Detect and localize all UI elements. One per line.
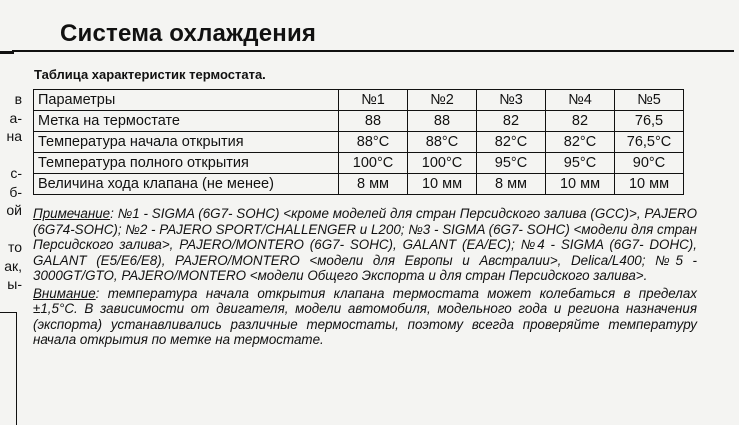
left-fragment: а- bbox=[9, 109, 22, 126]
left-fragment: б- bbox=[9, 183, 22, 200]
section-title: Система охлаждения bbox=[60, 20, 317, 47]
left-fragment bbox=[0, 146, 22, 165]
header-cell: №2 bbox=[408, 90, 477, 111]
note-label: Примечание bbox=[33, 206, 111, 221]
table-cell: Метка на термостате bbox=[34, 111, 339, 132]
header-cell: №3 bbox=[477, 90, 546, 111]
header-cell: №4 bbox=[546, 90, 615, 111]
table-cell: 10 мм bbox=[408, 174, 477, 195]
notes-block bbox=[33, 206, 697, 348]
left-fragment: в bbox=[14, 91, 22, 107]
table-cell: 76,5°С bbox=[615, 132, 684, 153]
table-cell: 88 bbox=[339, 111, 408, 132]
table-row bbox=[34, 111, 684, 132]
warning-label: Внимание bbox=[33, 285, 96, 301]
left-fragment bbox=[0, 220, 22, 239]
note-text: : №1 - SIGMA (6G7- SOHC) <кроме моделей для стран Персидского залива (GCC)>, PAJERO (6G74-SOHC); №2 - PAJERO SPORT/CHALLENGER и L200; №3 - SIGMA (6G7- SOHC) <модели для стран Персидского залива>, PAJERO/MONTERO (6G7- SOHC), GALANT (EA/EC); №4 - SIGMA (6G7- DOHC), GALANT (E5/E6/E8), PAJERO/MONTERO <модели для Европы и Австралии>, Delica/L400; №5 - 3000GT/GTO, PAJERO/MONTERO <модели Общего Экспорта и для стран Персидского залива>. bbox=[33, 206, 697, 283]
left-column-fragments bbox=[0, 90, 22, 294]
table-header-row bbox=[34, 90, 684, 111]
table-cell: 10 мм bbox=[546, 174, 615, 195]
table-cell: 95°С bbox=[477, 153, 546, 174]
table-cell: 100°С bbox=[339, 153, 408, 174]
left-fragment: то bbox=[7, 239, 22, 255]
table-cell: 8 мм bbox=[339, 174, 408, 195]
table-cell: 88 bbox=[408, 111, 477, 132]
warning-text: : температура начала открытия клапана термостата может колебаться в пределах ±1,5°С. В зависимости от двигателя, модели автомобиля, модельного года и региона назначения (экспорта) устанавливались различные термостаты, поэтому всегда проверяйте температуру начала открытия по метке на термостате. bbox=[33, 285, 697, 347]
table-row bbox=[34, 132, 684, 153]
left-column-box bbox=[0, 312, 17, 425]
table-cell: 100°С bbox=[408, 153, 477, 174]
header-cell: №5 bbox=[615, 90, 684, 111]
table-cell: Величина хода клапана (не менее) bbox=[34, 174, 339, 195]
table-cell: 95°С bbox=[546, 153, 615, 174]
left-fragment: ой bbox=[6, 202, 22, 218]
warning-paragraph bbox=[33, 286, 697, 348]
table-cell: 82°С bbox=[477, 132, 546, 153]
thermostat-specs-table bbox=[33, 89, 684, 195]
table-cell: Температура начала открытия bbox=[34, 132, 339, 153]
table-cell: Температура полного открытия bbox=[34, 153, 339, 174]
table-cell: 8 мм bbox=[477, 174, 546, 195]
header-rule bbox=[12, 50, 734, 52]
table-cell: 76,5 bbox=[615, 111, 684, 132]
table-caption: Таблица характеристик термостата. bbox=[34, 67, 266, 82]
header-cell: №1 bbox=[339, 90, 408, 111]
table-cell: 82°С bbox=[546, 132, 615, 153]
table-row bbox=[34, 153, 684, 174]
table-cell: 90°С bbox=[615, 153, 684, 174]
table-cell: 10 мм bbox=[615, 174, 684, 195]
table-cell: 88°С bbox=[339, 132, 408, 153]
table-cell: 82 bbox=[477, 111, 546, 132]
table-row bbox=[34, 174, 684, 195]
table-cell: 88°С bbox=[408, 132, 477, 153]
left-fragment: ы- bbox=[7, 276, 22, 292]
header-cell: Параметры bbox=[34, 90, 339, 111]
note-paragraph bbox=[33, 206, 697, 284]
table-cell: 82 bbox=[546, 111, 615, 132]
header-left-bar bbox=[0, 51, 14, 54]
left-fragment: с- bbox=[10, 165, 22, 181]
left-fragment: ак, bbox=[4, 257, 22, 274]
left-fragment: на bbox=[6, 128, 22, 144]
